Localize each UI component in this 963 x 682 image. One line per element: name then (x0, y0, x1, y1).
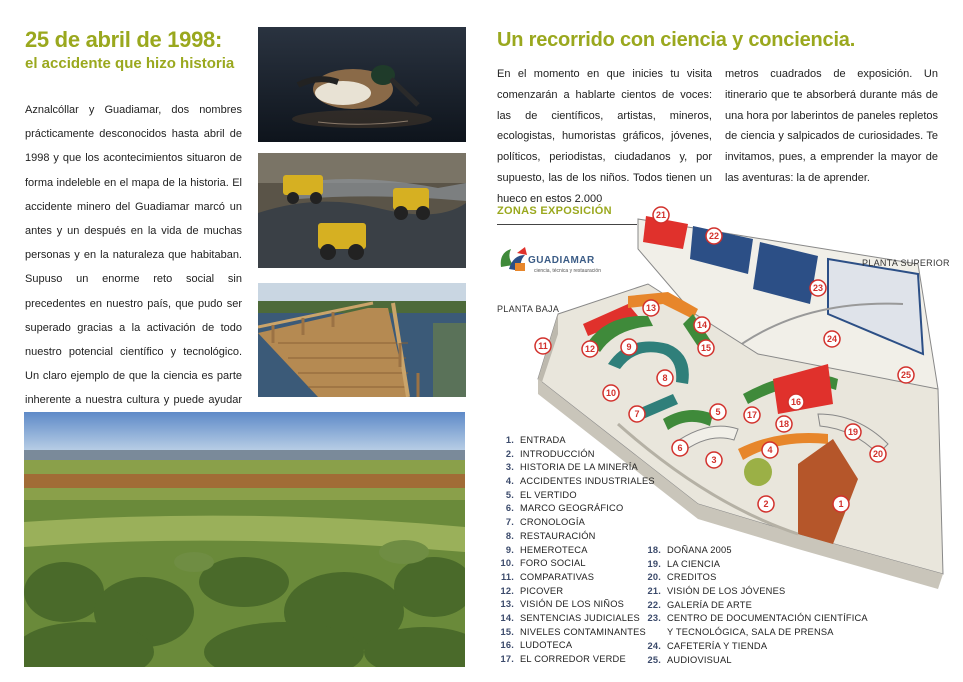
legend-item: 13. VISIÓN DE LOS NIÑOS (500, 599, 625, 610)
map-marker-23 (810, 280, 826, 296)
upper-floor-label: PLANTA SUPERIOR (862, 258, 950, 268)
legend-item: 11. COMPARATIVAS (500, 571, 595, 582)
map-marker-18 (776, 416, 792, 432)
legend-item: 5. EL VERTIDO (505, 489, 577, 500)
legend-item: 3. HISTORIA DE LA MINERÍA (505, 462, 638, 473)
map-marker-14 (694, 317, 710, 333)
svg-text:24: 24 (826, 334, 838, 344)
svg-text:6: 6 (677, 443, 683, 453)
legend-item: 24. CAFETERÍA Y TIENDA (647, 640, 768, 651)
svg-text:12: 12 (584, 344, 596, 354)
svg-text:3: 3 (711, 455, 717, 465)
legend-item: 16. LUDOTECA (500, 640, 573, 651)
landscape-photo (24, 412, 465, 667)
legend-item: 4. ACCIDENTES INDUSTRIALES (505, 476, 655, 487)
svg-text:5: 5 (715, 407, 721, 417)
legend-item: 7. CRONOLOGÍA (505, 517, 586, 528)
legend-item: 8. RESTAURACIÓN (505, 530, 596, 541)
svg-text:8: 8 (662, 373, 668, 383)
logo-tagline: ciencia, técnica y restauración (534, 268, 601, 274)
legend-item: 12. PICOVER (500, 585, 564, 596)
map-marker-13 (643, 300, 659, 316)
legend-item: 23. CENTRO DE DOCUMENTACIÓN CIENTÍFICA (647, 613, 868, 624)
svg-text:16: 16 (790, 397, 802, 407)
legend-item: 22. GALERÍA DE ARTE (647, 599, 752, 610)
machinery-photo (258, 153, 466, 268)
map-marker-8 (657, 370, 673, 386)
map-marker-11 (535, 338, 551, 354)
svg-text:25: 25 (900, 370, 912, 380)
map-marker-25 (898, 367, 914, 383)
duck-photo (258, 27, 466, 142)
left-body-text: Aznalcóllar y Guadiamar, dos nombres prácticamente desconocidos hasta abril de 1998 y que los acontecimientos situaron de forma indeleble en el mapa de la historia. El accidente minero del Guadiamar marcó un antes y un después en la vida de muchas personas y en la naturaleza que habitaban. Supuso un enorme reto social sin precedentes en nuestro país, que pudo ser superado gracias a la activación de todo nuestro potencial científico y tecnológico. Un claro ejemplo de que la ciencia es parte inherente a nuestra cultura y puede ayudar (25, 104, 242, 407)
svg-text:7: 7 (634, 409, 640, 419)
right-body-col1: En el momento en que inicies tu visita comenzarán a hablarte cientos de voces: las de científicos, artistas, mineros, ecologistas, humoristas gráficos, jóvenes, políticos, periodistas, ciudadanos y, por supuesto, las de los niños. Todos tienen un hueco en estos 2.000 (497, 68, 712, 205)
svg-text:15: 15 (700, 343, 712, 353)
map-marker-20 (870, 446, 886, 462)
svg-text:11: 11 (538, 341, 548, 351)
map-marker-3 (706, 452, 722, 468)
left-page-title: 25 de abril de 1998: (25, 27, 222, 52)
map-marker-6 (672, 440, 688, 456)
svg-text:18: 18 (778, 419, 790, 429)
map-marker-9 (621, 339, 637, 355)
map-marker-1 (833, 496, 849, 512)
left-page-subtitle: el accidente que hizo historia (25, 55, 235, 72)
map-marker-12 (582, 341, 598, 357)
svg-text:22: 22 (708, 231, 720, 241)
map-marker-24 (824, 331, 840, 347)
svg-text:21: 21 (655, 210, 667, 220)
zones-legend-column-1 (500, 435, 655, 668)
legend-item-continuation: Y TECNOLÓGICA, SALA DE PRENSA (667, 627, 834, 638)
svg-text:14: 14 (696, 320, 708, 330)
zones-legend-column-2 (647, 545, 868, 668)
svg-text:20: 20 (872, 449, 884, 459)
legend-item: 10. FORO SOCIAL (500, 558, 586, 569)
map-marker-10 (603, 385, 619, 401)
svg-text:23: 23 (812, 283, 824, 293)
svg-text:2: 2 (763, 499, 769, 509)
map-marker-5 (710, 404, 726, 420)
right-page-title: Un recorrido con ciencia y conciencia. (497, 29, 856, 51)
svg-text:1: 1 (838, 499, 844, 509)
map-marker-22 (706, 228, 722, 244)
legend-item: 20. CREDITOS (647, 572, 717, 583)
map-marker-7 (629, 406, 645, 422)
legend-item: 9. HEMEROTECA (505, 544, 588, 555)
map-marker-21 (653, 207, 669, 223)
legend-item: 6. MARCO GEOGRÁFICO (505, 503, 624, 514)
map-marker-4 (762, 442, 778, 458)
map-marker-19 (845, 424, 861, 440)
svg-text:10: 10 (605, 388, 617, 398)
legend-item: 17. EL CORREDOR VERDE (500, 654, 626, 664)
map-marker-2 (758, 496, 774, 512)
legend-item: 21. VISIÓN DE LOS JÓVENES (647, 586, 786, 597)
logo-wordmark: GUADIAMAR (528, 255, 595, 266)
svg-text:13: 13 (645, 303, 657, 313)
legend-item: 2. INTRODUCCIÓN (505, 448, 595, 459)
ground-floor-label: PLANTA BAJA (497, 304, 560, 314)
svg-text:17: 17 (746, 410, 758, 420)
legend-item: 14. SENTENCIAS JUDICIALES (500, 612, 640, 623)
legend-item: 1. ENTRADA (505, 435, 566, 445)
svg-text:9: 9 (626, 342, 632, 352)
zones-heading: ZONAS EXPOSICIÓN (497, 205, 612, 217)
map-marker-15 (698, 340, 714, 356)
svg-text:4: 4 (767, 445, 773, 455)
svg-text:19: 19 (847, 427, 859, 437)
map-marker-16 (788, 394, 804, 410)
legend-item: 25. AUDIOVISUAL (647, 654, 732, 665)
legend-item: 19. LA CIENCIA (647, 558, 721, 569)
legend-item: 15. NIVELES CONTAMINANTES (500, 626, 646, 637)
right-body-col2: metros cuadrados de exposición. Un itinerario que te absorberá durante más de una hora por laberintos de paneles repletos de ciencia y salpicados de curiosidades. Te invitamos, pues, a emprender la mayor de las aventuras: la de aprender. (725, 68, 938, 184)
legend-item: 18. DOÑANA 2005 (647, 545, 732, 555)
map-marker-17 (744, 407, 760, 423)
walkway-photo (258, 283, 466, 397)
